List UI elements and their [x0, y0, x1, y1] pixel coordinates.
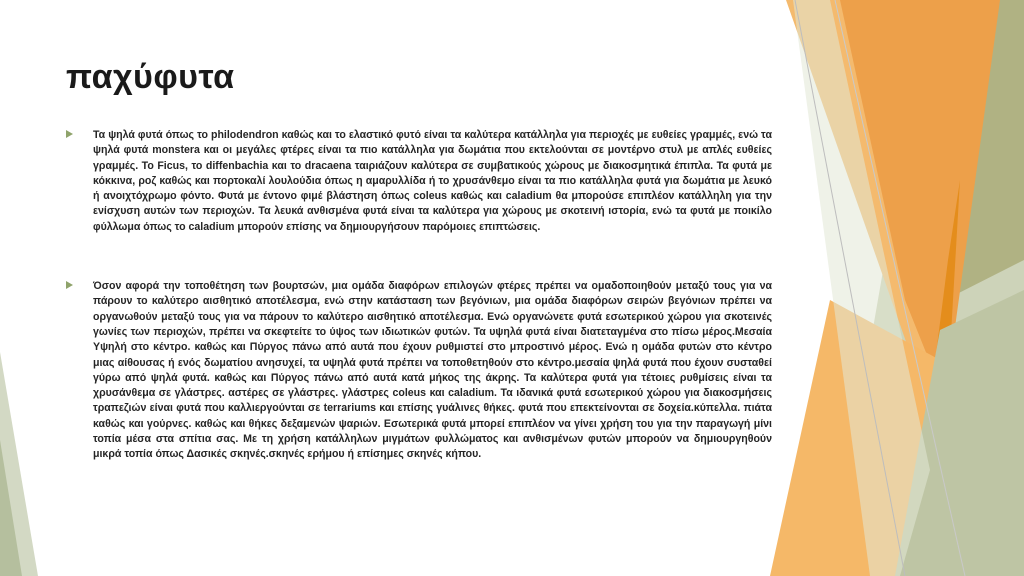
- paragraph-text: Τα ψηλά φυτά όπως το philodendron καθώς και το ελαστικό φυτό είναι τα καλύτερα κατάλληλα για περιοχές με ευθείες γραμμές, ενώ τα ψηλά φυτά monstera και οι μεγάλες φτέρες είναι τα πιο κατάλληλα για δωμάτια που εκτελούνται σε μοντέρνο στυλ με απλές ευθείες γραμμές. Το Ficus, το diffenbachia και το dracaena ταιριάζουν καλύτερα σε συμβατικούς χώρους με διακοσμητικά έπιπλα. Τα φυτά με κόκκινα, ροζ καθώς και πορτοκαλί λουλούδια όπως η αμαρυλλίδα ή το χρυσάνθεμο είναι τα πιο κατάλληλα φυτά για δωμάτια με λευκό ή ανοιχτόχρωμο φόντο. Φυτά με έντονο φιμέ βλάστηση όπως coleus καθώς και caladium θα μπορούσε επιπλέον κατάλληλη για την ενίσχυση αυτών των περιοχών. Τα λευκά ανθισμένα φυτά είναι τα καλύτερα για χώρους με σκοτεινή ιστορία, ενώ τα φυτά με ποικίλο φύλλωμα όπως το caladium μπορούν επίσης να δημιουργήσουν παρόμοιες επιπτώσεις.: [93, 129, 772, 233]
- bullet-arrow-icon: [66, 281, 73, 289]
- slide-title: παχύφυτα: [66, 58, 235, 96]
- bullet-paragraph: [66, 279, 772, 463]
- paragraph-text: Όσον αφορά την τοποθέτηση των βουρτσών, μια ομάδα διαφόρων επιλογών φτέρες πρέπει να ομαδοποιηθούν μεταξύ τους για να πάρουν το καλύτερο αισθητικό αποτέλεσμα, ενώ στην κατάσταση των βεγόνιων, μια ομάδα διαφόρων σειρών βεγόνιων πρέπει να οργανωθούν μεταξύ τους για να πάρουν το καλύτερο αισθητικό αποτέλεσμα. Ενώ οργανώνετε φυτά εσωτερικού χώρου για σκοτεινές γωνίες των περιοχών, πρέπει να σκεφτείτε το ύψος των ιδιωτικών φυτών. Τα υψηλά φυτά είναι διατεταγμένα στο πίσω μέρος.Μεσαία Υψηλή στο κέντρο. καθώς και Πύργος πάνω από αυτά που έχουν ρυθμιστεί στο μπροστινό μέρος. Ενώ η ομάδα φυτών στο κέντρο μιας αίθουσας ή ενός δωματίου ανησυχεί, τα υψηλά φυτά πρέπει να τοποθετηθούν στο κέντρο.μεσαία ψηλά φυτά που έχουν συσταθεί γύρω από ψηλά φυτά. καθώς και Πύργος πάνω από αυτά κατά μήκος της άκρης. Τα καλύτερα φυτά για τέτοιες ρυθμίσεις είναι τα χρυσάνθεμα σε γλάστρες. αστέρες σε γλάστρες. γλάστρες coleus και caladium. Τα ιδανικά φυτά εσωτερικού χώρου για διακοσμήσεις τραπεζιών είναι φυτά που καλλιεργούνται σε terrariums και επίσης γυάλινες θήκες. φυτά που επεκτείνονται σε δοχεία.κύπελλα. πιάτα καθώς και γούρνες. καθώς και θήκες δεξαμενών ψαριών. Εσωτερικά φυτά μπορεί επιπλέον να γίνει χρήση του για την παραγωγή μίνι τοπία μέσα στα σπίτια σας. Με τη χρήση κατάλληλων μιγμάτων φυλλώματος και ανθισμένων φυτών μπορούν να δημιουργηθούν μικρά τοπία όπως Δασικές σκηνές.σκηνές ερήμου ή επίσημες σκηνές κήπου.: [93, 280, 772, 461]
- slide-body: [66, 128, 772, 463]
- bullet-arrow-icon: [66, 130, 73, 138]
- bullet-paragraph: [66, 128, 772, 235]
